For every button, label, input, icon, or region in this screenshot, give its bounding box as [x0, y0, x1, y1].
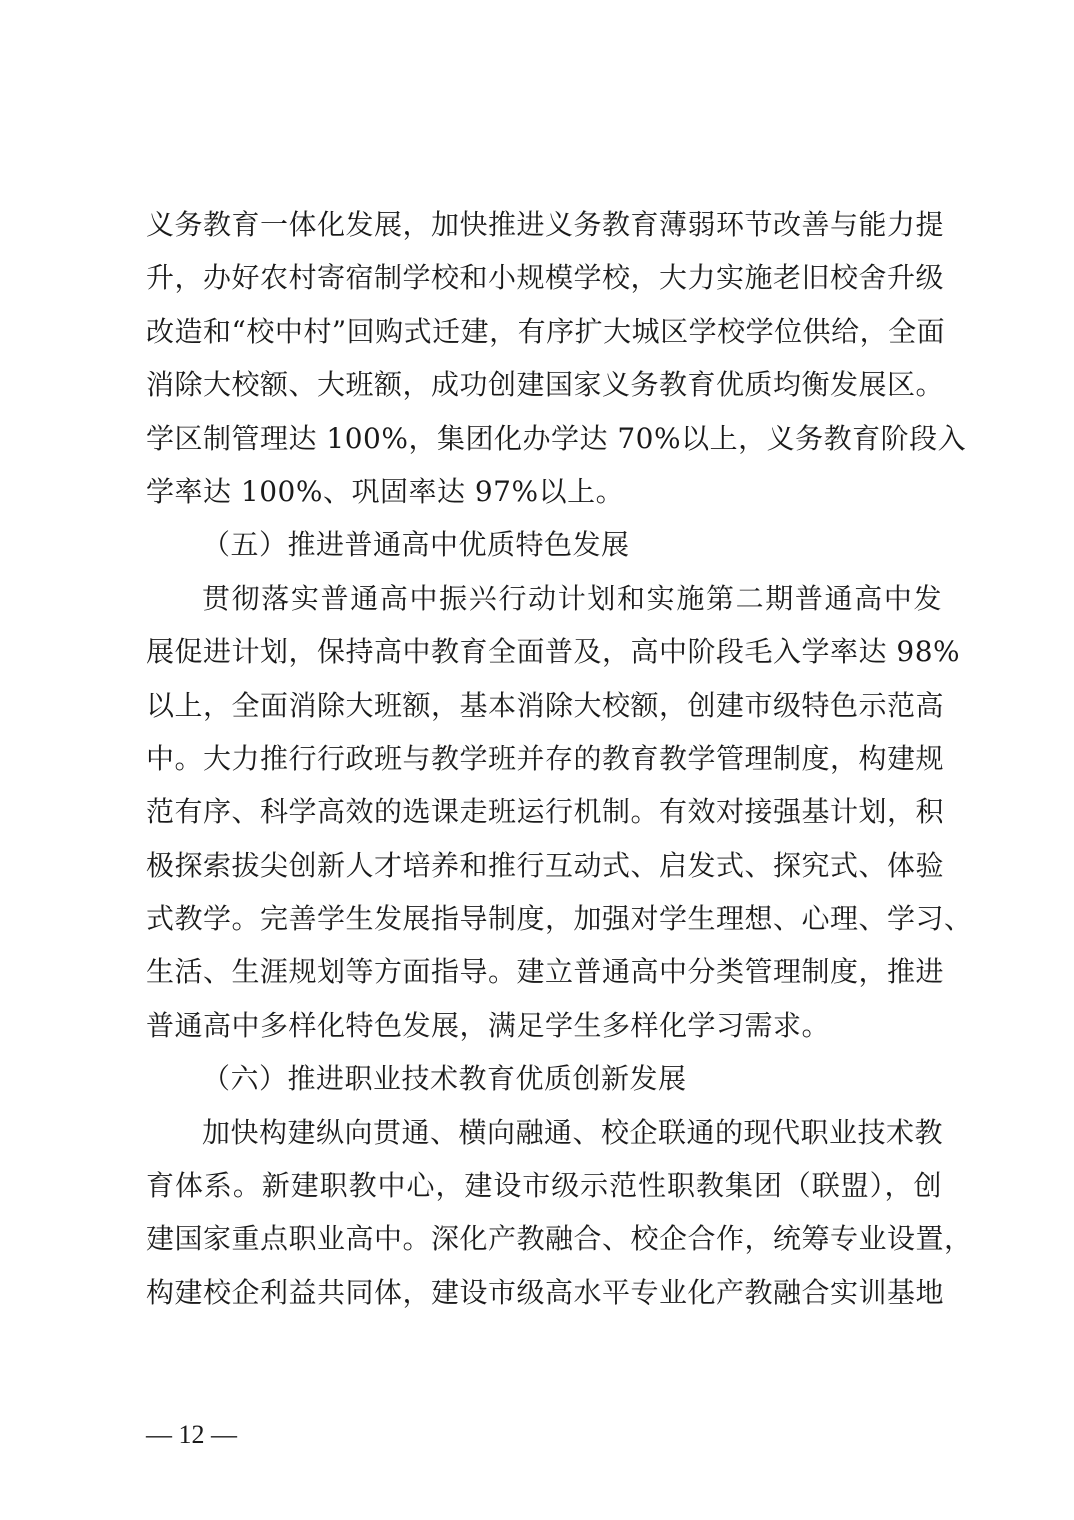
- text-line: 改造和“校中村”回购式迁建，有序扩大城区学校学位供给，全面: [146, 314, 946, 348]
- text-line: 升，办好农村寄宿制学校和小规模学校，大力实施老旧校舍升级: [146, 261, 945, 295]
- text-line: 义务教育一体化发展，加快推进义务教育薄弱环节改善与能力提: [146, 208, 945, 241]
- text-line: 构建校企利益共同体，建设市级高水平专业化产教融合实训基地: [146, 1275, 945, 1309]
- text-line: 建国家重点职业高中。深化产教融合、校企合作，统筹专业设置，: [146, 1222, 973, 1256]
- text-line: 普通高中多样化特色发展，满足学生多样化学习需求。: [146, 1008, 831, 1042]
- paragraph-vocational-education: [146, 1106, 973, 1320]
- text-line: 以上，全面消除大班额，基本消除大校额，创建市级特色示范高: [146, 688, 945, 722]
- section-heading-6: （六）推进职业技术教育优质创新发展: [202, 1062, 687, 1096]
- text-line: 学率达 100%、巩固率达 97%以上。: [146, 474, 625, 508]
- text-line: 极探索拔尖创新人才培养和推行互动式、启发式、探究式、体验: [146, 848, 945, 882]
- paragraph-high-school: [146, 572, 973, 1053]
- text-line: 学区制管理达 100%，集团化办学达 70%以上，义务教育阶段入: [146, 421, 967, 455]
- document-body: [146, 198, 973, 1319]
- text-line: 式教学。完善学生发展指导制度，加强对学生理想、心理、学习、: [146, 902, 973, 936]
- text-line: 加快构建纵向贯通、横向融通、校企联通的现代职业技术教: [202, 1115, 944, 1149]
- text-line: 展促进计划，保持高中教育全面普及，高中阶段毛入学率达 98%: [146, 635, 961, 669]
- page-number: — 12 —: [146, 1420, 237, 1449]
- text-line: 生活、生涯规划等方面指导。建立普通高中分类管理制度，推进: [146, 955, 945, 989]
- section-heading-5: （五）推进普通高中优质特色发展: [202, 528, 630, 562]
- text-line: 中。大力推行行政班与教学班并存的教育教学管理制度，构建规: [146, 741, 945, 775]
- text-line: 育体系。新建职教中心，建设市级示范性职教集团（联盟），创: [146, 1169, 942, 1203]
- text-line: 范有序、科学高效的选课走班运行机制。有效对接强基计划，积: [146, 795, 945, 829]
- text-line: 贯彻落实普通高中振兴行动计划和实施第二期普通高中发: [202, 581, 942, 615]
- text-line: 消除大校额、大班额，成功创建国家义务教育优质均衡发展区。: [146, 368, 945, 402]
- paragraph-compulsory-education: [146, 198, 967, 518]
